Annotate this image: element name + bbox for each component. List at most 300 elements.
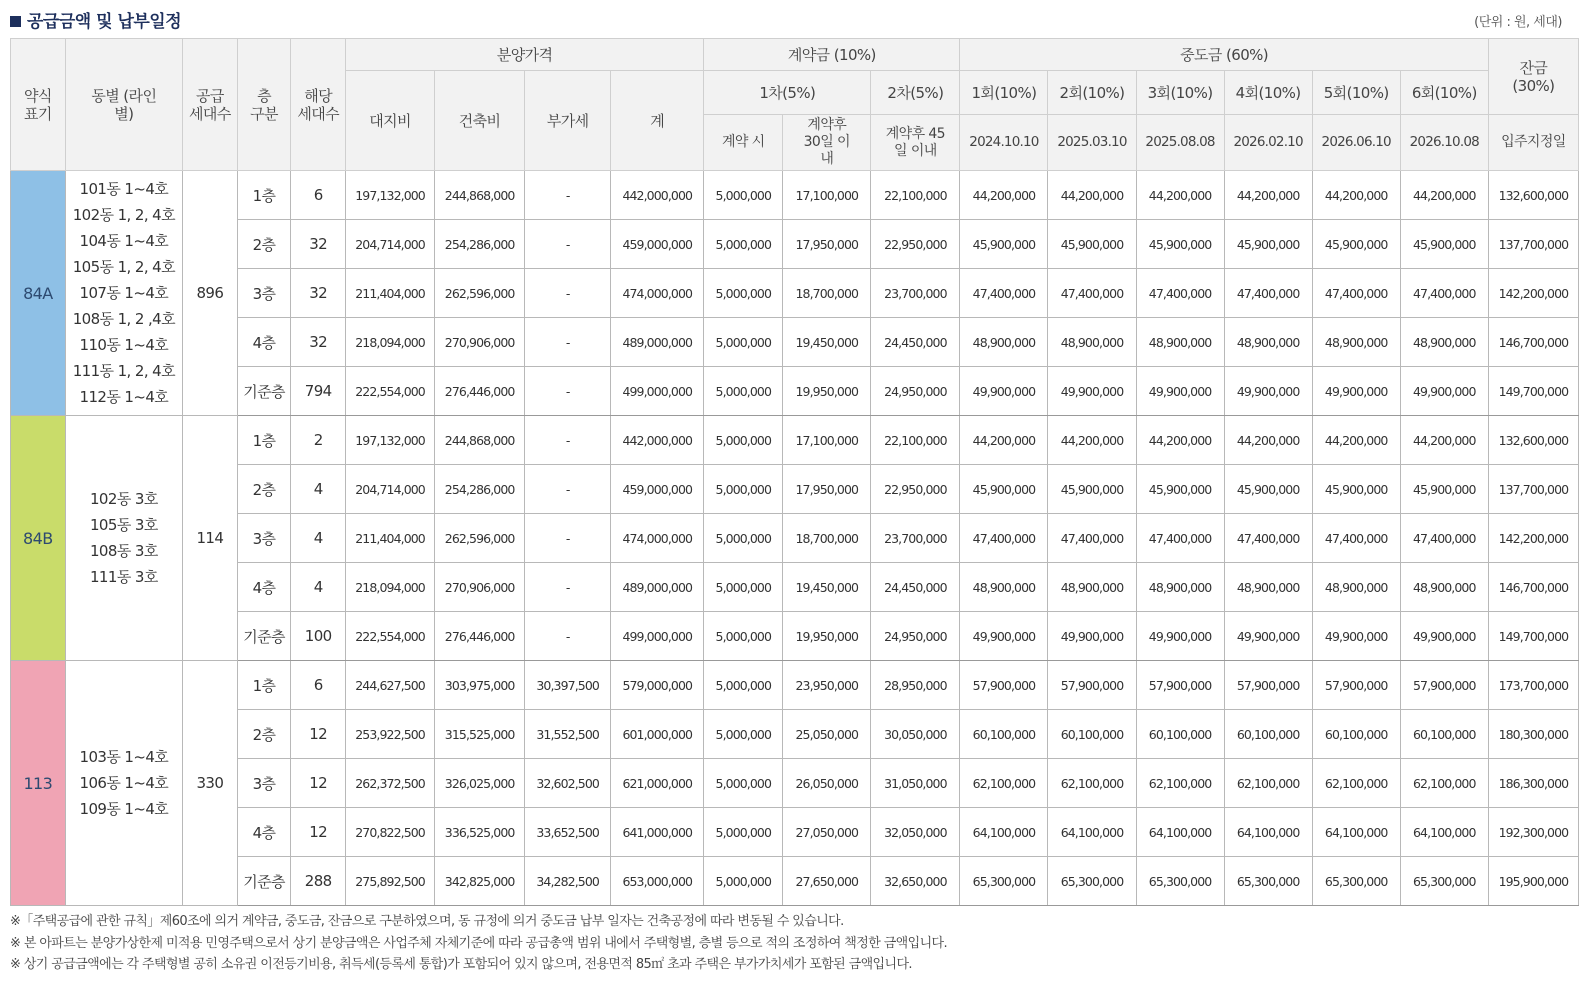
contract-on-cell: 5,000,000 [704, 367, 783, 416]
contract-on-cell: 5,000,000 [704, 661, 783, 710]
middle-6-cell: 62,100,000 [1400, 759, 1488, 808]
vat-cell: 31,552,500 [525, 710, 611, 759]
building-price-cell: 254,286,000 [435, 220, 525, 269]
land-price-cell: 197,132,000 [346, 416, 435, 465]
floor-units-cell: 6 [291, 661, 346, 710]
middle-1-cell: 44,200,000 [960, 171, 1048, 220]
title-text: 공급금액 및 납부일정 [27, 12, 182, 32]
table-row [11, 465, 1579, 514]
header-balance-date: 입주지정일 [1488, 115, 1578, 171]
vat-cell: - [525, 220, 611, 269]
unit-type-cell: 113 [11, 661, 66, 906]
contract-45-cell: 30,050,000 [871, 710, 960, 759]
total-price-cell: 442,000,000 [611, 171, 704, 220]
total-price-cell: 489,000,000 [611, 318, 704, 367]
header-supply-units: 공급 세대수 [183, 39, 238, 171]
middle-6-cell: 60,100,000 [1400, 710, 1488, 759]
balance-cell: 173,700,000 [1488, 661, 1578, 710]
contract-30-cell: 26,050,000 [783, 759, 871, 808]
middle-2-cell: 48,900,000 [1048, 318, 1136, 367]
middle-4-cell: 44,200,000 [1224, 416, 1312, 465]
contract-on-cell: 5,000,000 [704, 416, 783, 465]
table-row [11, 710, 1579, 759]
supply-units-cell: 330 [183, 661, 238, 906]
land-price-cell: 211,404,000 [346, 269, 435, 318]
floor-units-cell: 288 [291, 857, 346, 906]
contract-on-cell: 5,000,000 [704, 514, 783, 563]
contract-45-cell: 28,950,000 [871, 661, 960, 710]
middle-4-cell: 47,400,000 [1224, 269, 1312, 318]
floor-units-cell: 100 [291, 612, 346, 661]
contract-on-cell: 5,000,000 [704, 710, 783, 759]
balance-cell: 132,600,000 [1488, 416, 1578, 465]
vat-cell: - [525, 612, 611, 661]
table-row [11, 416, 1579, 465]
land-price-cell: 218,094,000 [346, 563, 435, 612]
middle-1-cell: 45,900,000 [960, 220, 1048, 269]
middle-2-cell: 49,900,000 [1048, 612, 1136, 661]
middle-5-cell: 45,900,000 [1312, 465, 1400, 514]
vat-cell: - [525, 367, 611, 416]
floor-units-cell: 12 [291, 710, 346, 759]
middle-5-cell: 48,900,000 [1312, 318, 1400, 367]
middle-2-cell: 64,100,000 [1048, 808, 1136, 857]
floor-units-cell: 6 [291, 171, 346, 220]
middle-4-cell: 49,900,000 [1224, 612, 1312, 661]
land-price-cell: 211,404,000 [346, 514, 435, 563]
header-contract-45: 계약후 45일 이내 [871, 115, 960, 171]
contract-45-cell: 24,450,000 [871, 318, 960, 367]
total-price-cell: 641,000,000 [611, 808, 704, 857]
land-price-cell: 204,714,000 [346, 465, 435, 514]
vat-cell: - [525, 171, 611, 220]
unit-type-cell: 84A [11, 171, 66, 416]
middle-6-cell: 65,300,000 [1400, 857, 1488, 906]
middle-2-cell: 57,900,000 [1048, 661, 1136, 710]
middle-3-cell: 57,900,000 [1136, 661, 1224, 710]
total-price-cell: 459,000,000 [611, 465, 704, 514]
contract-30-cell: 25,050,000 [783, 710, 871, 759]
balance-cell: 146,700,000 [1488, 318, 1578, 367]
middle-1-cell: 64,100,000 [960, 808, 1048, 857]
total-price-cell: 459,000,000 [611, 220, 704, 269]
header-abbr: 약식 표기 [11, 39, 66, 171]
middle-1-cell: 48,900,000 [960, 563, 1048, 612]
land-price-cell: 197,132,000 [346, 171, 435, 220]
floor-units-cell: 32 [291, 318, 346, 367]
building-price-cell: 276,446,000 [435, 367, 525, 416]
header-middle-date: 2026.06.10 [1312, 115, 1400, 171]
page-title [10, 7, 181, 32]
floor-cell: 3층 [237, 269, 291, 318]
header-middle-round: 1회(10%) [960, 71, 1048, 115]
floor-units-cell: 32 [291, 269, 346, 318]
header-middle-round: 5회(10%) [1312, 71, 1400, 115]
table-body [11, 171, 1579, 906]
header-middle-round: 2회(10%) [1048, 71, 1136, 115]
table-row [11, 759, 1579, 808]
building-price-cell: 244,868,000 [435, 171, 525, 220]
middle-6-cell: 45,900,000 [1400, 465, 1488, 514]
dong-lines-cell: 103동 1~4호 106동 1~4호 109동 1~4호 [65, 661, 182, 906]
header-middle-round: 6회(10%) [1400, 71, 1488, 115]
middle-3-cell: 49,900,000 [1136, 367, 1224, 416]
contract-on-cell: 5,000,000 [704, 171, 783, 220]
header-contract-group: 계약금 (10%) [704, 39, 960, 71]
contract-45-cell: 32,650,000 [871, 857, 960, 906]
vat-cell: - [525, 563, 611, 612]
balance-cell: 149,700,000 [1488, 612, 1578, 661]
square-bullet-icon [10, 16, 21, 27]
contract-on-cell: 5,000,000 [704, 318, 783, 367]
contract-45-cell: 32,050,000 [871, 808, 960, 857]
header-balance: 잔금 (30%) [1488, 39, 1578, 115]
balance-cell: 132,600,000 [1488, 171, 1578, 220]
total-price-cell: 499,000,000 [611, 367, 704, 416]
table-row [11, 661, 1579, 710]
middle-3-cell: 47,400,000 [1136, 514, 1224, 563]
middle-3-cell: 64,100,000 [1136, 808, 1224, 857]
header-middle-group: 중도금 (60%) [960, 39, 1488, 71]
middle-3-cell: 62,100,000 [1136, 759, 1224, 808]
floor-cell: 1층 [237, 416, 291, 465]
middle-4-cell: 44,200,000 [1224, 171, 1312, 220]
contract-on-cell: 5,000,000 [704, 759, 783, 808]
floor-units-cell: 4 [291, 514, 346, 563]
middle-2-cell: 65,300,000 [1048, 857, 1136, 906]
balance-cell: 137,700,000 [1488, 220, 1578, 269]
contract-30-cell: 17,950,000 [783, 220, 871, 269]
footnotes [10, 911, 947, 976]
building-price-cell: 342,825,000 [435, 857, 525, 906]
middle-2-cell: 45,900,000 [1048, 465, 1136, 514]
middle-1-cell: 60,100,000 [960, 710, 1048, 759]
vat-cell: 30,397,500 [525, 661, 611, 710]
land-price-cell: 218,094,000 [346, 318, 435, 367]
balance-cell: 142,200,000 [1488, 269, 1578, 318]
header-middle-date: 2026.10.08 [1400, 115, 1488, 171]
header-middle-round: 3회(10%) [1136, 71, 1224, 115]
contract-on-cell: 5,000,000 [704, 808, 783, 857]
table-row [11, 367, 1579, 416]
middle-5-cell: 48,900,000 [1312, 563, 1400, 612]
floor-units-cell: 12 [291, 759, 346, 808]
balance-cell: 142,200,000 [1488, 514, 1578, 563]
header-floor-units: 해당 세대수 [291, 39, 346, 171]
contract-30-cell: 27,650,000 [783, 857, 871, 906]
floor-cell: 3층 [237, 514, 291, 563]
middle-5-cell: 47,400,000 [1312, 269, 1400, 318]
building-price-cell: 276,446,000 [435, 612, 525, 661]
floor-cell: 4층 [237, 318, 291, 367]
contract-30-cell: 17,950,000 [783, 465, 871, 514]
vat-cell: 34,282,500 [525, 857, 611, 906]
middle-5-cell: 49,900,000 [1312, 612, 1400, 661]
middle-3-cell: 65,300,000 [1136, 857, 1224, 906]
floor-units-cell: 4 [291, 465, 346, 514]
contract-30-cell: 19,950,000 [783, 612, 871, 661]
floor-cell: 1층 [237, 661, 291, 710]
floor-cell: 2층 [237, 220, 291, 269]
header-contract-on: 계약 시 [704, 115, 783, 171]
middle-5-cell: 49,900,000 [1312, 367, 1400, 416]
middle-2-cell: 48,900,000 [1048, 563, 1136, 612]
contract-30-cell: 18,700,000 [783, 514, 871, 563]
vat-cell: 32,602,500 [525, 759, 611, 808]
middle-5-cell: 57,900,000 [1312, 661, 1400, 710]
header-middle-date: 2026.02.10 [1224, 115, 1312, 171]
middle-3-cell: 60,100,000 [1136, 710, 1224, 759]
middle-1-cell: 47,400,000 [960, 269, 1048, 318]
contract-on-cell: 5,000,000 [704, 220, 783, 269]
header-middle-date: 2025.08.08 [1136, 115, 1224, 171]
contract-on-cell: 5,000,000 [704, 857, 783, 906]
table-row [11, 318, 1579, 367]
total-price-cell: 474,000,000 [611, 269, 704, 318]
table-row [11, 563, 1579, 612]
middle-1-cell: 62,100,000 [960, 759, 1048, 808]
middle-1-cell: 57,900,000 [960, 661, 1048, 710]
vat-cell: - [525, 318, 611, 367]
middle-1-cell: 49,900,000 [960, 612, 1048, 661]
building-price-cell: 270,906,000 [435, 318, 525, 367]
middle-2-cell: 45,900,000 [1048, 220, 1136, 269]
middle-3-cell: 48,900,000 [1136, 318, 1224, 367]
middle-6-cell: 48,900,000 [1400, 563, 1488, 612]
middle-2-cell: 47,400,000 [1048, 269, 1136, 318]
building-price-cell: 262,596,000 [435, 514, 525, 563]
dong-lines-cell: 101동 1~4호 102동 1, 2, 4호 104동 1~4호 105동 1, 2, 4호 107동 1~4호 108동 1, 2 ,4호 110동 1~4호 111동 1, 2, 4호 112동 1~4호 [65, 171, 182, 416]
middle-4-cell: 48,900,000 [1224, 318, 1312, 367]
contract-45-cell: 23,700,000 [871, 269, 960, 318]
building-price-cell: 270,906,000 [435, 563, 525, 612]
building-price-cell: 262,596,000 [435, 269, 525, 318]
header-vat: 부가세 [525, 71, 611, 171]
footnote: ※「주택공급에 관한 규칙」제60조에 의거 계약금, 중도금, 잔금으로 구분하였으며, 동 규정에 의거 중도금 납부 일자는 건축공정에 따라 변동될 수 있습니다. [10, 914, 844, 929]
total-price-cell: 474,000,000 [611, 514, 704, 563]
middle-4-cell: 45,900,000 [1224, 220, 1312, 269]
header-contract-30: 계약후 30일 이내 [783, 115, 871, 171]
floor-units-cell: 32 [291, 220, 346, 269]
land-price-cell: 222,554,000 [346, 612, 435, 661]
unit-label: (단위 : 원, 세대) [1474, 15, 1562, 30]
balance-cell: 195,900,000 [1488, 857, 1578, 906]
middle-4-cell: 49,900,000 [1224, 367, 1312, 416]
building-price-cell: 303,975,000 [435, 661, 525, 710]
floor-cell: 4층 [237, 808, 291, 857]
middle-2-cell: 44,200,000 [1048, 416, 1136, 465]
middle-5-cell: 44,200,000 [1312, 416, 1400, 465]
total-price-cell: 489,000,000 [611, 563, 704, 612]
contract-45-cell: 23,700,000 [871, 514, 960, 563]
middle-2-cell: 44,200,000 [1048, 171, 1136, 220]
total-price-cell: 621,000,000 [611, 759, 704, 808]
middle-1-cell: 44,200,000 [960, 416, 1048, 465]
land-price-cell: 222,554,000 [346, 367, 435, 416]
middle-4-cell: 60,100,000 [1224, 710, 1312, 759]
floor-cell: 기준층 [237, 612, 291, 661]
middle-5-cell: 47,400,000 [1312, 514, 1400, 563]
total-price-cell: 442,000,000 [611, 416, 704, 465]
contract-45-cell: 31,050,000 [871, 759, 960, 808]
middle-6-cell: 45,900,000 [1400, 220, 1488, 269]
floor-cell: 3층 [237, 759, 291, 808]
contract-on-cell: 5,000,000 [704, 465, 783, 514]
contract-45-cell: 24,450,000 [871, 563, 960, 612]
middle-1-cell: 49,900,000 [960, 367, 1048, 416]
balance-cell: 192,300,000 [1488, 808, 1578, 857]
middle-4-cell: 64,100,000 [1224, 808, 1312, 857]
middle-3-cell: 45,900,000 [1136, 220, 1224, 269]
middle-1-cell: 65,300,000 [960, 857, 1048, 906]
table-row [11, 514, 1579, 563]
middle-1-cell: 45,900,000 [960, 465, 1048, 514]
balance-cell: 186,300,000 [1488, 759, 1578, 808]
contract-45-cell: 24,950,000 [871, 367, 960, 416]
floor-units-cell: 794 [291, 367, 346, 416]
supply-units-cell: 114 [183, 416, 238, 661]
middle-6-cell: 49,900,000 [1400, 367, 1488, 416]
contract-on-cell: 5,000,000 [704, 612, 783, 661]
middle-2-cell: 47,400,000 [1048, 514, 1136, 563]
header-total: 계 [611, 71, 704, 171]
contract-on-cell: 5,000,000 [704, 563, 783, 612]
table-row [11, 220, 1579, 269]
middle-6-cell: 57,900,000 [1400, 661, 1488, 710]
header-middle-date: 2025.03.10 [1048, 115, 1136, 171]
middle-6-cell: 64,100,000 [1400, 808, 1488, 857]
middle-4-cell: 47,400,000 [1224, 514, 1312, 563]
middle-5-cell: 60,100,000 [1312, 710, 1400, 759]
vat-cell: - [525, 465, 611, 514]
land-price-cell: 275,892,500 [346, 857, 435, 906]
land-price-cell: 270,822,500 [346, 808, 435, 857]
contract-45-cell: 24,950,000 [871, 612, 960, 661]
vat-cell: 33,652,500 [525, 808, 611, 857]
building-price-cell: 326,025,000 [435, 759, 525, 808]
balance-cell: 137,700,000 [1488, 465, 1578, 514]
vat-cell: - [525, 514, 611, 563]
contract-30-cell: 17,100,000 [783, 171, 871, 220]
supply-units-cell: 896 [183, 171, 238, 416]
land-price-cell: 244,627,500 [346, 661, 435, 710]
header-middle-round: 4회(10%) [1224, 71, 1312, 115]
middle-4-cell: 45,900,000 [1224, 465, 1312, 514]
floor-cell: 기준층 [237, 857, 291, 906]
land-price-cell: 204,714,000 [346, 220, 435, 269]
middle-3-cell: 48,900,000 [1136, 563, 1224, 612]
middle-3-cell: 44,200,000 [1136, 171, 1224, 220]
middle-6-cell: 48,900,000 [1400, 318, 1488, 367]
building-price-cell: 315,525,000 [435, 710, 525, 759]
building-price-cell: 254,286,000 [435, 465, 525, 514]
floor-cell: 1층 [237, 171, 291, 220]
header-contract-2: 2차(5%) [871, 71, 960, 115]
middle-5-cell: 65,300,000 [1312, 857, 1400, 906]
table-row [11, 269, 1579, 318]
total-price-cell: 579,000,000 [611, 661, 704, 710]
floor-units-cell: 2 [291, 416, 346, 465]
middle-5-cell: 44,200,000 [1312, 171, 1400, 220]
middle-6-cell: 49,900,000 [1400, 612, 1488, 661]
land-price-cell: 262,372,500 [346, 759, 435, 808]
middle-6-cell: 47,400,000 [1400, 514, 1488, 563]
land-price-cell: 253,922,500 [346, 710, 435, 759]
middle-5-cell: 64,100,000 [1312, 808, 1400, 857]
table-row [11, 857, 1579, 906]
middle-5-cell: 62,100,000 [1312, 759, 1400, 808]
header-price-group: 분양가격 [346, 39, 704, 71]
middle-2-cell: 49,900,000 [1048, 367, 1136, 416]
building-price-cell: 336,525,000 [435, 808, 525, 857]
vat-cell: - [525, 416, 611, 465]
contract-45-cell: 22,100,000 [871, 416, 960, 465]
contract-30-cell: 23,950,000 [783, 661, 871, 710]
table-row [11, 808, 1579, 857]
dong-lines-cell: 102동 3호 105동 3호 108동 3호 111동 3호 [65, 416, 182, 661]
middle-1-cell: 48,900,000 [960, 318, 1048, 367]
contract-45-cell: 22,950,000 [871, 465, 960, 514]
footnote: ※ 본 아파트는 분양가상한제 미적용 민영주택으로서 상기 분양금액은 사업주체 자체기준에 따라 공급총액 범위 내에서 주택형별, 층별 등으로 적의 조정하여 책정한 금액입니다. [10, 935, 948, 951]
unit-type-cell: 84B [11, 416, 66, 661]
floor-cell: 2층 [237, 465, 291, 514]
middle-4-cell: 57,900,000 [1224, 661, 1312, 710]
middle-5-cell: 45,900,000 [1312, 220, 1400, 269]
middle-4-cell: 48,900,000 [1224, 563, 1312, 612]
header-contract-1: 1차(5%) [704, 71, 871, 115]
contract-30-cell: 19,950,000 [783, 367, 871, 416]
middle-2-cell: 62,100,000 [1048, 759, 1136, 808]
total-price-cell: 653,000,000 [611, 857, 704, 906]
balance-cell: 146,700,000 [1488, 563, 1578, 612]
floor-cell: 4층 [237, 563, 291, 612]
table-row [11, 612, 1579, 661]
vat-cell: - [525, 269, 611, 318]
contract-30-cell: 17,100,000 [783, 416, 871, 465]
header-building: 건축비 [435, 71, 525, 171]
footnote: ※ 상기 공급금액에는 각 주택형별 공히 소유권 이전등기비용, 취득세(등록세 통합)가 포함되어 있지 않으며, 전용면적 85㎡ 초과 주택은 부가가치세가 포함된 금액입니다. [10, 957, 912, 972]
contract-on-cell: 5,000,000 [704, 269, 783, 318]
header-land: 대지비 [346, 71, 435, 171]
middle-6-cell: 47,400,000 [1400, 269, 1488, 318]
contract-30-cell: 19,450,000 [783, 318, 871, 367]
middle-4-cell: 65,300,000 [1224, 857, 1312, 906]
middle-2-cell: 60,100,000 [1048, 710, 1136, 759]
middle-3-cell: 44,200,000 [1136, 416, 1224, 465]
header-dong: 동별 (라인별) [65, 39, 182, 171]
contract-30-cell: 19,450,000 [783, 563, 871, 612]
balance-cell: 180,300,000 [1488, 710, 1578, 759]
contract-30-cell: 18,700,000 [783, 269, 871, 318]
middle-4-cell: 62,100,000 [1224, 759, 1312, 808]
total-price-cell: 499,000,000 [611, 612, 704, 661]
floor-cell: 2층 [237, 710, 291, 759]
middle-1-cell: 47,400,000 [960, 514, 1048, 563]
middle-6-cell: 44,200,000 [1400, 171, 1488, 220]
table-row [11, 171, 1579, 220]
floor-units-cell: 12 [291, 808, 346, 857]
total-price-cell: 601,000,000 [611, 710, 704, 759]
middle-3-cell: 45,900,000 [1136, 465, 1224, 514]
contract-30-cell: 27,050,000 [783, 808, 871, 857]
floor-cell: 기준층 [237, 367, 291, 416]
header-floor-division: 층 구분 [237, 39, 291, 171]
middle-3-cell: 49,900,000 [1136, 612, 1224, 661]
middle-6-cell: 44,200,000 [1400, 416, 1488, 465]
supply-price-table [10, 38, 1579, 906]
contract-45-cell: 22,950,000 [871, 220, 960, 269]
middle-3-cell: 47,400,000 [1136, 269, 1224, 318]
